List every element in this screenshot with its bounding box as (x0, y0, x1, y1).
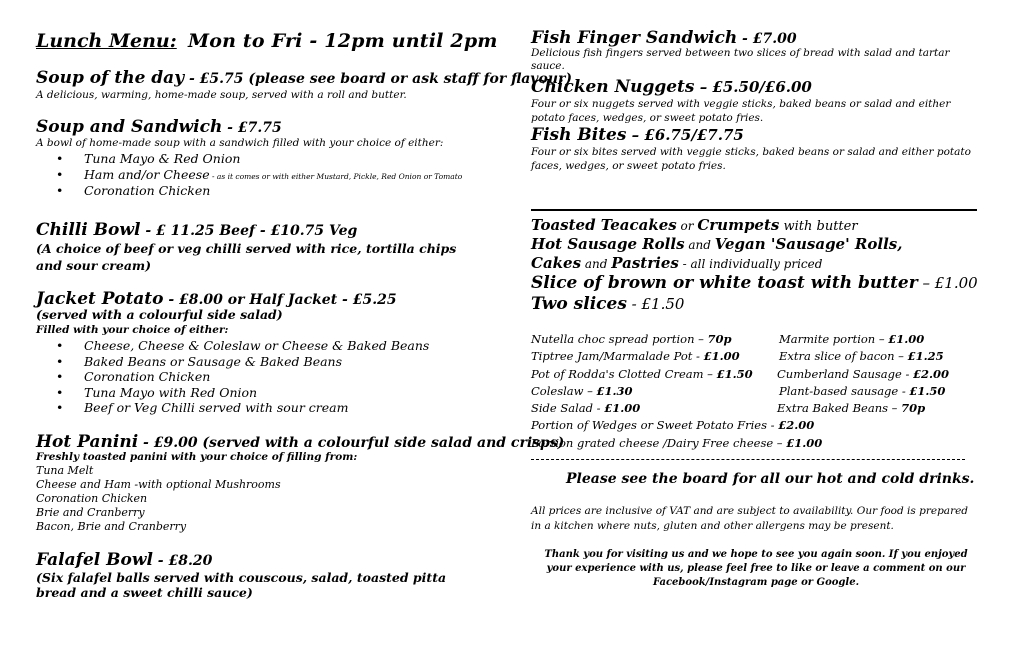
panini-heading (36, 432, 564, 452)
extra-item (531, 349, 740, 363)
fish-finger-price: - £7.00 (737, 31, 797, 47)
menu-hours: Mon to Fri - 12pm until 2pm (188, 30, 498, 52)
extra-item (531, 436, 822, 450)
panini-price: - £9.00 (served with a colourful side salad and crisps) (138, 435, 565, 451)
nuggets-desc: Four or six nuggets served with veggie sticks, baked beans or salad and either potato faces, wedges, or sweet potato fries. (531, 98, 951, 124)
extra-name: Plant-based sausage - (779, 384, 910, 398)
list-item: • Tuna Mayo with Red Onion (84, 385, 257, 400)
falafel-note: (Six falafel balls served with couscous, salad, toasted pitta bread and a sweet chilli sauce) (36, 570, 447, 600)
extra-item (531, 384, 633, 398)
extra-name: Extra slice of bacon – (779, 349, 908, 363)
jacket-name: Jacket Potato (36, 289, 164, 309)
vat-note: All prices are inclusive of VAT and are subject to availability. Our food is prepared in a kitchen where nuts, gluten and other allergens may be present. (531, 505, 969, 532)
soup-name: Soup of the day (36, 68, 185, 88)
extra-price: £2.00 (913, 367, 950, 381)
extra-price: £1.30 (596, 384, 633, 398)
extra-price: £1.50 (716, 367, 753, 381)
jacket-price: - £8.00 or Half Jacket - £5.25 (163, 292, 397, 308)
fish-finger-desc: Delicious fish fingers served between two slices of bread with salad and tartar sauce. (531, 47, 950, 72)
extra-item (779, 384, 945, 398)
list-item: • Coronation Chicken (84, 183, 210, 198)
extra-item (779, 332, 924, 346)
crumpets-label: Crumpets (697, 216, 780, 234)
two-slices-line (531, 294, 684, 314)
list-item: Coronation Chicken (36, 492, 148, 505)
toast-line (531, 273, 978, 293)
list-item: Brie and Cranberry (36, 506, 145, 519)
nuggets-price: – £5.50/£6.00 (694, 78, 812, 96)
extra-name: Side Salad - (531, 401, 605, 415)
fish-bites-desc: Four or six bites served with veggie sticks, baked beans or salad and either potato faces, wedges, or sweet potato fries. (531, 146, 971, 172)
extra-item (777, 367, 949, 381)
extra-name: Portion grated cheese /Dairy Free cheese – (531, 436, 787, 450)
extra-price: 70p (901, 401, 926, 415)
extra-price: £2.00 (778, 418, 815, 432)
nuggets-name: Chicken Nuggets (531, 77, 695, 97)
with-butter-label: with butter (779, 219, 858, 234)
list-item: Tuna Melt (36, 464, 94, 477)
chilli-name: Chilli Bowl (36, 220, 141, 240)
priced-label: - all individually priced (678, 257, 823, 271)
chilli-note: (A choice of beef or veg chilli served with rice, tortilla chips and sour cream) (36, 241, 457, 273)
cakes-label: Cakes (531, 254, 582, 272)
pastries-label: Pastries (611, 254, 679, 272)
list-item: • Tuna Mayo & Red Onion (84, 151, 240, 166)
two-slices-label: Two slices (531, 294, 627, 314)
fish-bites-price: – £6.75/£7.75 (626, 126, 744, 144)
toast-price: – £1.00 (917, 274, 978, 292)
toast-label: Slice of brown or white toast with butter (531, 273, 918, 293)
menu-title: Lunch Menu: (36, 30, 177, 52)
teacakes-line (531, 216, 858, 234)
fish-bites-heading (531, 125, 744, 145)
extra-item (531, 418, 814, 432)
soup-price: - £5.75 (please see board or ask staff for flavour) (184, 71, 573, 87)
extra-name: Extra Baked Beans – (777, 401, 902, 415)
list-item: • Cheese, Cheese & Coleslaw or Cheese & Baked Beans (84, 338, 429, 353)
extra-item (779, 349, 944, 363)
fish-bites-name: Fish Bites (531, 125, 627, 145)
cakes-line (531, 254, 822, 272)
extra-price: £1.00 (604, 401, 641, 415)
extra-name: Nutella choc spread portion – (531, 332, 708, 346)
sausage-rolls-line (531, 235, 902, 253)
extra-name: Cumberland Sausage - (777, 367, 913, 381)
extra-item (531, 367, 753, 381)
extra-price: £1.00 (703, 349, 740, 363)
chilli-price: - £ 11.25 Beef - £10.75 Veg (140, 223, 358, 239)
soup-desc: A delicious, warming, home-made soup, served with a roll and butter. (36, 89, 407, 101)
extra-name: Coleslaw – (531, 384, 597, 398)
jacket-note: (served with a colourful side salad) (36, 307, 283, 322)
extra-price: £1.50 (909, 384, 946, 398)
list-item (84, 167, 462, 182)
extra-name: Pot of Rodda's Clotted Cream – (531, 367, 717, 381)
and-label: and (684, 238, 715, 252)
extra-price: £1.00 (786, 436, 823, 450)
fish-finger-heading (531, 28, 797, 48)
soup-heading (36, 68, 572, 88)
two-slices-price: - £1.50 (626, 295, 685, 313)
soup-sandwich-name: Soup and Sandwich (36, 117, 223, 137)
fish-finger-name: Fish Finger Sandwich (531, 28, 738, 48)
panini-note: Freshly toasted panini with your choice of filling from: (36, 451, 358, 463)
chilli-heading (36, 220, 357, 240)
or-label: or (676, 219, 698, 233)
list-item: • Beef or Veg Chilli served with sour cream (84, 400, 348, 415)
list-item: Bacon, Brie and Cranberry (36, 520, 187, 533)
extra-name: Marmite portion – (779, 332, 889, 346)
extra-name: Tiptree Jam/Marmalade Pot - (531, 349, 704, 363)
soup-sandwich-desc: A bowl of home-made soup with a sandwich filled with your choice of either: (36, 137, 444, 149)
extra-price: £1.25 (907, 349, 944, 363)
extra-price: £1.00 (888, 332, 925, 346)
panini-name: Hot Panini (36, 432, 139, 452)
falafel-heading (36, 550, 212, 570)
list-item: Cheese and Ham -with optional Mushrooms (36, 478, 281, 491)
extra-price: 70p (707, 332, 732, 346)
jacket-fill-note: Filled with your choice of either: (36, 324, 229, 336)
jacket-heading (36, 289, 397, 309)
extra-item (531, 332, 732, 346)
vegan-rolls-label: Vegan 'Sausage' Rolls, (714, 235, 903, 253)
thanks-note: Thank you for visiting us and we hope to see you again soon. If you enjoyed your experience with us, please feel free to like or leave a comment on our Facebook/Instagram page or Google. (544, 549, 968, 588)
falafel-name: Falafel Bowl (36, 550, 153, 570)
list-item: • Coronation Chicken (84, 369, 210, 384)
falafel-price: - £8.20 (152, 553, 213, 569)
soup-sandwich-heading (36, 117, 282, 137)
list-item-text: Ham and/or Cheese (84, 167, 210, 182)
ham-note: - as it comes or with either Mustard, Pickle, Red Onion or Tomato (209, 172, 463, 181)
teacakes-label: Toasted Teacakes (531, 216, 677, 234)
and-label: and (581, 257, 612, 271)
nuggets-heading (531, 77, 812, 97)
section-divider (531, 209, 977, 211)
extra-item (531, 401, 640, 415)
soup-sandwich-price: - £7.75 (222, 120, 282, 136)
extra-item (777, 401, 925, 415)
list-item: • Baked Beans or Sausage & Baked Beans (84, 354, 342, 369)
dashed-divider (531, 459, 965, 460)
drinks-note: Please see the board for all our hot and cold drinks. (566, 471, 975, 487)
extra-name: Portion of Wedges or Sweet Potato Fries - (531, 418, 779, 432)
sausage-rolls-label: Hot Sausage Rolls (531, 235, 685, 253)
